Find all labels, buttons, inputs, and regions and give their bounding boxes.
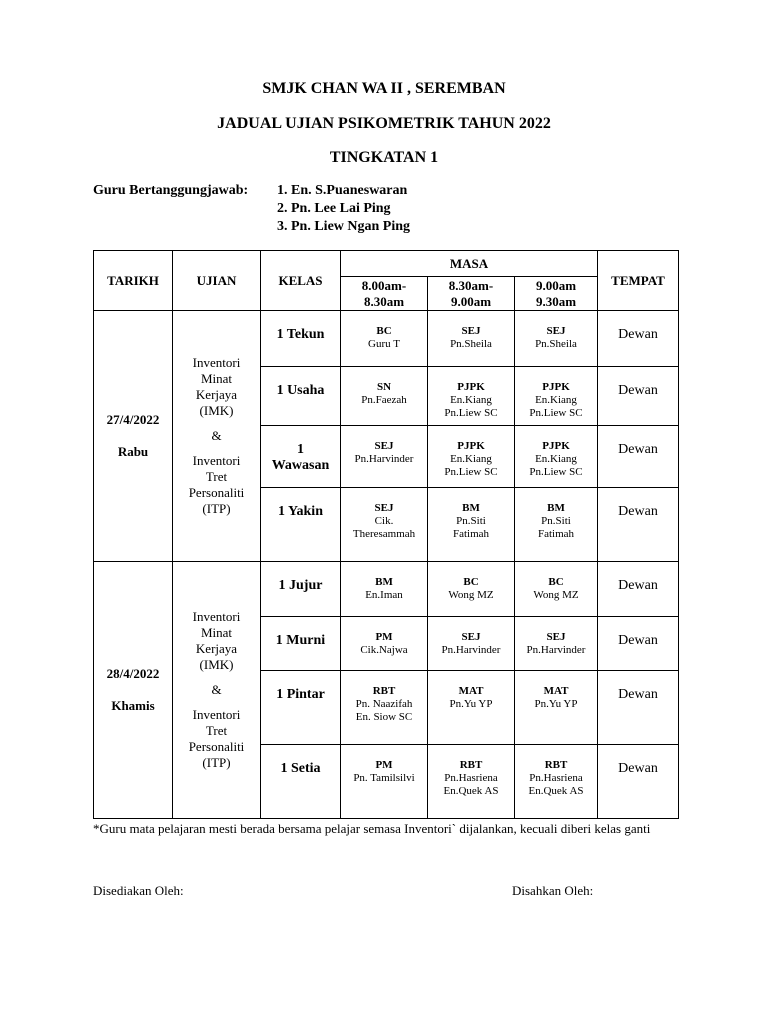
test-name-line: Inventori xyxy=(192,453,241,468)
test-name-line: & xyxy=(211,428,222,443)
time-slot-line: 8.00am- xyxy=(361,277,407,293)
teacher-name: Wong MZ xyxy=(448,589,494,601)
slot-cell xyxy=(428,562,515,617)
venue-cell: Dewan xyxy=(598,617,679,671)
slot-cell xyxy=(341,367,428,426)
class-name-cell xyxy=(261,488,341,562)
test-name-line: Inventori xyxy=(192,707,241,722)
teacher-name: Pn.Faezah xyxy=(361,394,407,406)
teacher-name: Pn.Harvinder xyxy=(441,644,501,656)
slot-cell xyxy=(428,488,515,562)
day-text: Rabu xyxy=(117,444,149,459)
test-name-line: (ITP) xyxy=(202,755,231,770)
header-time-slot xyxy=(515,277,598,311)
header-time-slot xyxy=(428,277,515,311)
test-name-line: Inventori xyxy=(192,355,241,370)
slot-cell xyxy=(341,745,428,819)
slot-cell xyxy=(515,671,598,745)
teacher-name: Pn.Harvinder xyxy=(354,453,414,465)
venue-cell: Dewan xyxy=(598,562,679,617)
subject-code: RBT xyxy=(372,685,396,697)
teacher-name: En.Quek AS xyxy=(528,785,584,797)
slot-cell xyxy=(428,367,515,426)
slot-cell xyxy=(428,671,515,745)
time-slot-line: 9.00am xyxy=(450,293,492,309)
class-name-cell xyxy=(261,311,341,367)
class-name-cell xyxy=(261,367,341,426)
teacher-name: En. Siow SC xyxy=(355,711,413,723)
guru-item: 3. Pn. Liew Ngan Ping xyxy=(277,219,411,234)
teacher-name: Pn. Tamilsilvi xyxy=(353,772,415,784)
test-name-line: Inventori xyxy=(192,609,241,624)
subject-code: BC xyxy=(548,576,564,588)
guru-item: 2. Pn. Lee Lai Ping xyxy=(277,201,391,216)
subject-code: BC xyxy=(376,325,392,337)
teacher-name: En.Quek AS xyxy=(443,785,499,797)
slot-cell xyxy=(341,426,428,488)
subject-code: SEJ xyxy=(374,502,394,514)
slot-cell xyxy=(515,562,598,617)
subject-code: PM xyxy=(375,759,393,771)
slot-cell xyxy=(341,617,428,671)
teacher-name: Fatimah xyxy=(537,528,575,540)
footnote: *Guru mata pelajaran mesti berada bersama pelajar semasa Inventori` dijalankan, kecuali diberi kelas ganti xyxy=(93,821,651,836)
teacher-name: Cik.Najwa xyxy=(360,644,408,656)
test-name-line: Personaliti xyxy=(188,485,245,500)
class-name-line: 1 xyxy=(297,442,304,457)
class-name-line: 1 Murni xyxy=(275,633,326,648)
subject-code: BM xyxy=(462,502,480,514)
teacher-name: Pn.Liew SC xyxy=(529,407,583,419)
teacher-name: Pn.Liew SC xyxy=(444,407,498,419)
slot-cell xyxy=(341,671,428,745)
slot-cell xyxy=(428,426,515,488)
teacher-name: Pn.Siti xyxy=(541,515,571,527)
table-row xyxy=(94,311,679,367)
venue-cell: Dewan xyxy=(598,488,679,562)
slot-cell xyxy=(515,311,598,367)
class-name-line: 1 Jujur xyxy=(278,578,323,593)
form-level: TINGKATAN 1 xyxy=(329,149,439,166)
table-row xyxy=(94,562,679,617)
test-name-line: Minat xyxy=(200,625,233,640)
header-tempat: TEMPAT xyxy=(598,251,679,311)
subject-code: PJPK xyxy=(542,381,570,393)
teacher-name: Pn.Hasriena xyxy=(529,772,583,784)
test-name-line: Personaliti xyxy=(188,739,245,754)
teacher-name: Pn.Harvinder xyxy=(526,644,586,656)
slot-cell xyxy=(428,311,515,367)
test-name-cell xyxy=(173,311,261,562)
subject-code: SEJ xyxy=(546,631,566,643)
slot-cell xyxy=(515,488,598,562)
venue-cell: Dewan xyxy=(598,671,679,745)
header-masa: MASA xyxy=(341,251,598,277)
header-time-slot xyxy=(341,277,428,311)
subject-code: RBT xyxy=(459,759,483,771)
header-ujian: UJIAN xyxy=(173,251,261,311)
test-name-line: Tret xyxy=(205,723,228,738)
school-name: SMJK CHAN WA II , SEREMBAN xyxy=(262,80,506,97)
date-cell xyxy=(94,311,173,562)
teacher-name: En.Kiang xyxy=(535,453,577,465)
test-name-line: (IMK) xyxy=(199,403,234,418)
teacher-name: Pn.Sheila xyxy=(450,338,492,350)
slot-cell xyxy=(515,367,598,426)
class-name-cell xyxy=(261,426,341,488)
slot-cell xyxy=(428,617,515,671)
schedule-table xyxy=(93,250,679,819)
class-name-line: Wawasan xyxy=(271,458,330,473)
class-name-line: 1 Usaha xyxy=(276,383,325,398)
class-name-line: 1 Pintar xyxy=(276,687,325,702)
test-name-line: Tret xyxy=(205,469,228,484)
teacher-name: Pn.Liew SC xyxy=(444,466,498,478)
slot-cell xyxy=(515,617,598,671)
slot-cell xyxy=(341,488,428,562)
test-name-line: Kerjaya xyxy=(195,387,238,402)
subject-code: SEJ xyxy=(374,440,394,452)
teacher-name: Wong MZ xyxy=(533,589,579,601)
teacher-name: En.Kiang xyxy=(450,453,492,465)
teacher-name: Pn.Yu YP xyxy=(534,698,578,710)
teacher-name: Theresammah xyxy=(352,528,416,540)
class-name-line: 1 Yakin xyxy=(277,504,323,519)
date-text: 28/4/2022 xyxy=(106,666,160,681)
time-slot-line: 9.00am xyxy=(535,277,577,293)
venue-cell: Dewan xyxy=(598,311,679,367)
time-slot-line: 8.30am xyxy=(363,293,405,309)
venue-cell: Dewan xyxy=(598,367,679,426)
venue-cell: Dewan xyxy=(598,426,679,488)
subject-code: MAT xyxy=(458,685,484,697)
test-name-line: (IMK) xyxy=(199,657,234,672)
teacher-name: Pn.Hasriena xyxy=(444,772,498,784)
prepared-by-label: Disediakan Oleh: xyxy=(93,883,184,898)
subject-code: PM xyxy=(375,631,393,643)
teacher-name: Pn.Liew SC xyxy=(529,466,583,478)
class-name-line: 1 Setia xyxy=(280,761,321,776)
approved-by-label: Disahkan Oleh: xyxy=(512,883,594,898)
subject-code: RBT xyxy=(544,759,568,771)
test-name-line: (ITP) xyxy=(202,501,231,516)
teacher-name: Pn.Siti xyxy=(456,515,486,527)
teacher-name: Fatimah xyxy=(452,528,490,540)
subject-code: SEJ xyxy=(461,631,481,643)
header-tarikh: TARIKH xyxy=(94,251,173,311)
teacher-name: En.Iman xyxy=(365,589,403,601)
teacher-name: Pn.Sheila xyxy=(535,338,577,350)
slot-cell xyxy=(428,745,515,819)
date-cell xyxy=(94,562,173,819)
class-name-cell xyxy=(261,671,341,745)
subject-code: PJPK xyxy=(457,381,485,393)
test-name-line: & xyxy=(211,682,222,697)
day-text: Khamis xyxy=(111,698,155,713)
slot-cell xyxy=(515,426,598,488)
slot-cell xyxy=(515,745,598,819)
test-name-line: Minat xyxy=(200,371,233,386)
class-name-cell xyxy=(261,562,341,617)
subject-code: BM xyxy=(375,576,393,588)
guru-label: Guru Bertanggungjawab: xyxy=(93,183,249,198)
subject-code: SEJ xyxy=(461,325,481,337)
document-title: JADUAL UJIAN PSIKOMETRIK TAHUN 2022 xyxy=(217,115,551,132)
teacher-name: En.Kiang xyxy=(450,394,492,406)
subject-code: PJPK xyxy=(457,440,485,452)
class-name-cell xyxy=(261,745,341,819)
subject-code: SEJ xyxy=(546,325,566,337)
subject-code: MAT xyxy=(543,685,569,697)
time-slot-line: 9.30am xyxy=(535,293,577,309)
venue-cell: Dewan xyxy=(598,745,679,819)
date-text: 27/4/2022 xyxy=(106,412,160,427)
header-kelas: KELAS xyxy=(261,251,341,311)
class-name-line: 1 Tekun xyxy=(276,327,325,342)
slot-cell xyxy=(341,311,428,367)
slot-cell xyxy=(341,562,428,617)
subject-code: BM xyxy=(547,502,565,514)
teacher-name: En.Kiang xyxy=(535,394,577,406)
test-name-line: Kerjaya xyxy=(195,641,238,656)
teacher-name: Pn. Naazifah xyxy=(355,698,413,710)
time-slot-line: 8.30am- xyxy=(448,277,494,293)
teacher-name: Cik. xyxy=(374,515,394,527)
test-name-cell xyxy=(173,562,261,819)
class-name-cell xyxy=(261,617,341,671)
guru-item: 1. En. S.Puaneswaran xyxy=(277,183,408,198)
teacher-name: Guru T xyxy=(368,338,400,350)
subject-code: PJPK xyxy=(542,440,570,452)
subject-code: BC xyxy=(463,576,479,588)
subject-code: SN xyxy=(376,381,392,393)
teacher-name: Pn.Yu YP xyxy=(449,698,493,710)
